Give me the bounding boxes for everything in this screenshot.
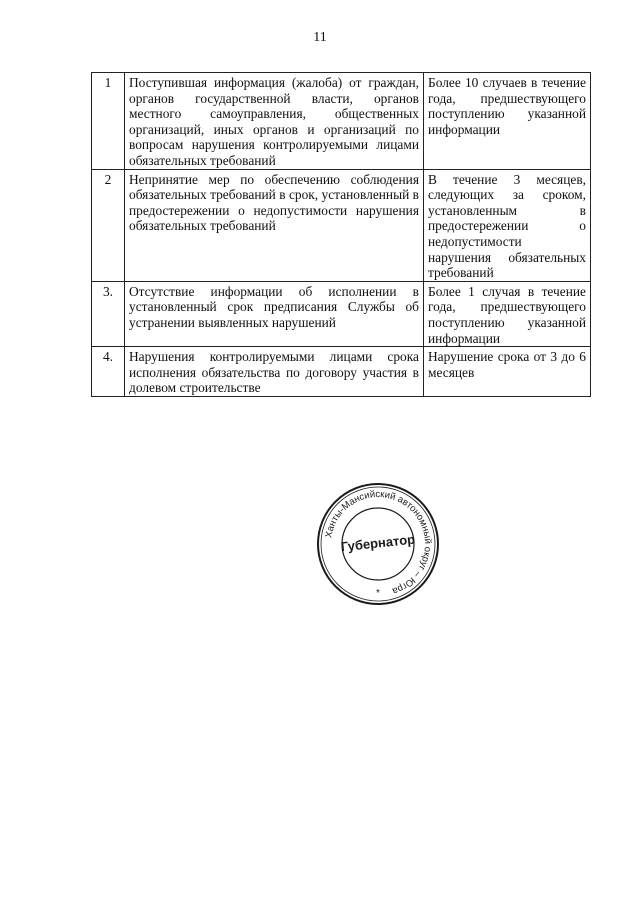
row-criterion: Отсутствие информации об исполнении в установленный срок предписания Службы об устранении выявленных нарушений [125,281,424,346]
row-criterion: Поступившая информация (жалоба) от граждан, органов государственной власти, органов местного самоуправления, общественных организаций, иных органов и организаций по вопросам нарушения контролируемыми лицами обязательных требований [125,73,424,170]
row-term: В течение 3 месяцев, следующих за сроком, установленным в предостережении о недопустимости нарушения обязательных требований [424,169,591,281]
row-number: 3. [92,281,125,346]
table-row [92,169,591,281]
criteria-table [91,72,591,397]
row-number: 1 [92,73,125,170]
table-row [92,73,591,170]
seal-ring-text: Ханты-Мансийский автономный округ – Югра [323,488,434,597]
row-number: 2 [92,169,125,281]
table-row [92,281,591,346]
page-number: 11 [313,30,327,45]
row-number: 4. [92,347,125,397]
seal-star-mark: * [376,588,380,599]
row-criterion: Нарушения контролируемыми лицами срока исполнения обязательства по договору участия в долевом строительстве [125,347,424,397]
seal-center-text: Губернатор [340,531,416,555]
table-row [92,347,591,397]
criteria-table-body [92,73,591,397]
row-criterion: Непринятие мер по обеспечению соблюдения обязательных требований в срок, установленный в предостережении о недопустимости нарушения обязательных требований [125,169,424,281]
row-term: Более 10 случаев в течение года, предшествующего поступлению указанной информации [424,73,591,170]
governor-seal [316,482,440,606]
row-term: Более 1 случая в течение года, предшествующего поступлению указанной информации [424,281,591,346]
row-term: Нарушение срока от 3 до 6 месяцев [424,347,591,397]
